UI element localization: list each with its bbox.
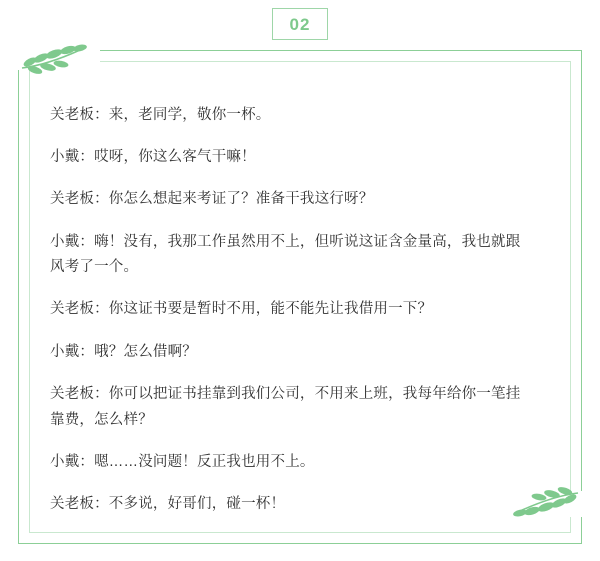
leaf-sprig-icon <box>486 480 582 519</box>
dialogue-line: 小戴：哎呀，你这么客气干嘛！ <box>50 148 256 165</box>
dialogue-line: 关老板：不多说，好哥们，碰一杯！ <box>50 496 286 513</box>
section-number-badge <box>272 8 328 40</box>
dialogue-line: 小戴：哦？怎么借啊？ <box>50 343 197 360</box>
section-number-text: 02 <box>289 14 311 34</box>
dialogue-line: 关老板：你可以把证书挂靠到我们公司，不用来上班，我每年给你一笔挂靠费，怎么样？ <box>50 386 521 428</box>
leaf-sprig-icon <box>18 42 114 81</box>
dialogue-line: 关老板：你这证书要是暂时不用，能不能先让我借用一下？ <box>50 301 433 318</box>
dialogue-body <box>50 88 528 518</box>
dialogue-line: 小戴：嗨！没有，我那工作虽然用不上，但听说这证含金量高，我也就跟风考了一个。 <box>50 233 521 275</box>
dialogue-line: 关老板：你怎么想起来考证了？准备干我这行呀？ <box>50 191 374 208</box>
dialogue-line: 小戴：嗯……没问题！反正我也用不上。 <box>50 453 315 470</box>
dialogue-line: 关老板：来，老同学，敬你一杯。 <box>50 106 271 123</box>
